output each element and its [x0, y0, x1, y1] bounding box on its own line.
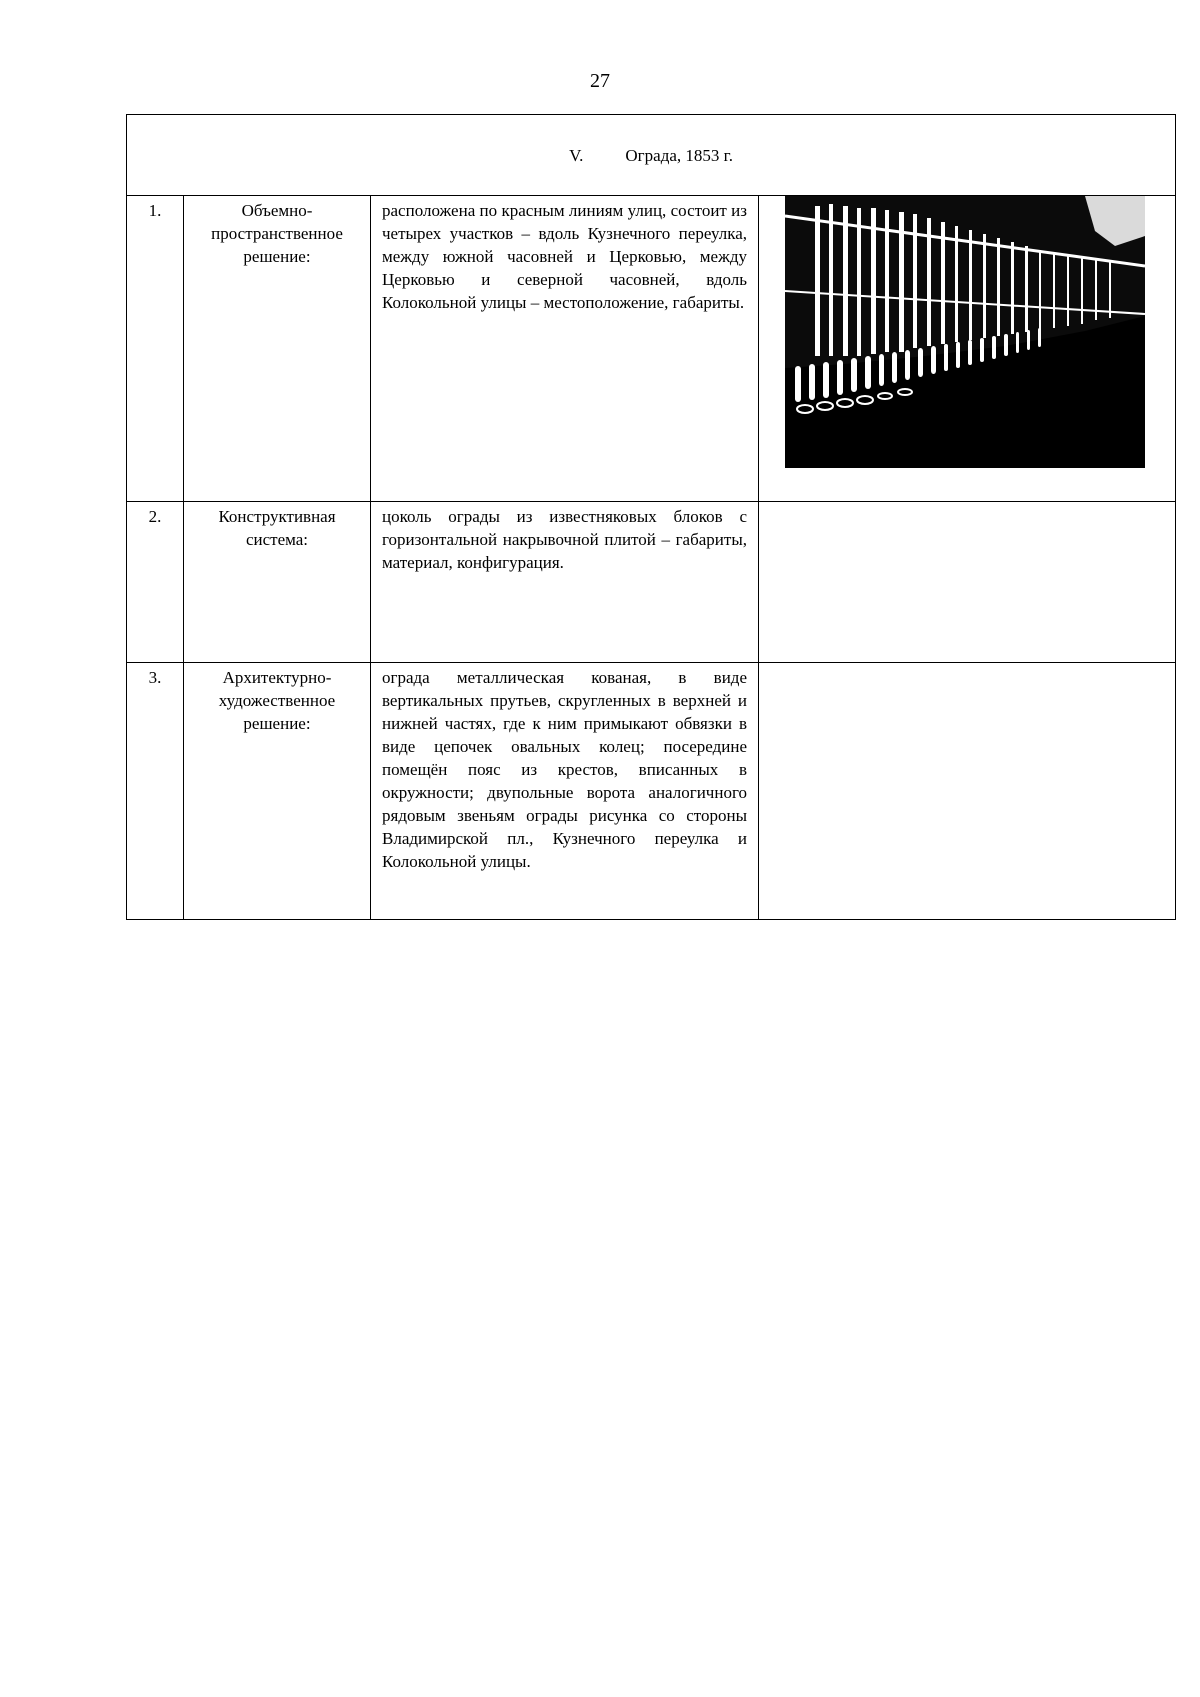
table-row [127, 663, 1176, 920]
table-row [127, 502, 1176, 663]
page-number: 27 [590, 70, 610, 92]
table-row [127, 196, 1176, 502]
section-title: Ограда, 1853 г. [625, 145, 733, 165]
row-label: Архитектурно-художественное решение: [184, 663, 371, 920]
section-number: V. [569, 145, 584, 165]
row-description: ограда металлическая кованая, в виде вертикальных прутьев, скругленных в верхней и нижней частях, где к ним примыкают обвязки в виде цепочек овальных колец; посередине помещён пояс из крестов, вписанных в окружности; двупольные ворота аналогичного рядовым звеньям ограды рисунка со стороны Владимирской пл., Кузнечного переулка и Колокольной улицы. [371, 663, 759, 920]
monument-table [126, 114, 1176, 920]
row-number: 3. [127, 663, 184, 920]
row-description: цоколь ограды из известняковых блоков с горизонтальной накрывочной плитой – габариты, материал, конфигурация. [371, 502, 759, 663]
empty-cell [759, 502, 1176, 663]
row-label: Объемно-пространственное решение: [184, 196, 371, 502]
row-label: Конструктивная система: [184, 502, 371, 663]
row-description: расположена по красным линиям улиц, состоит из четырех участков – вдоль Кузнечного переулка, между южной часовней и Церковью, между Церковью и северной часовней, вдоль Колокольной улицы – местоположение, габариты. [371, 196, 759, 502]
row-number: 1. [127, 196, 184, 502]
section-title-cell [127, 115, 1176, 196]
row-number: 2. [127, 502, 184, 663]
fence-photo-image [785, 196, 1145, 468]
photo-cell [759, 196, 1176, 502]
empty-cell [759, 663, 1176, 920]
section-header-row [127, 115, 1176, 196]
fence-photo [785, 196, 1145, 468]
